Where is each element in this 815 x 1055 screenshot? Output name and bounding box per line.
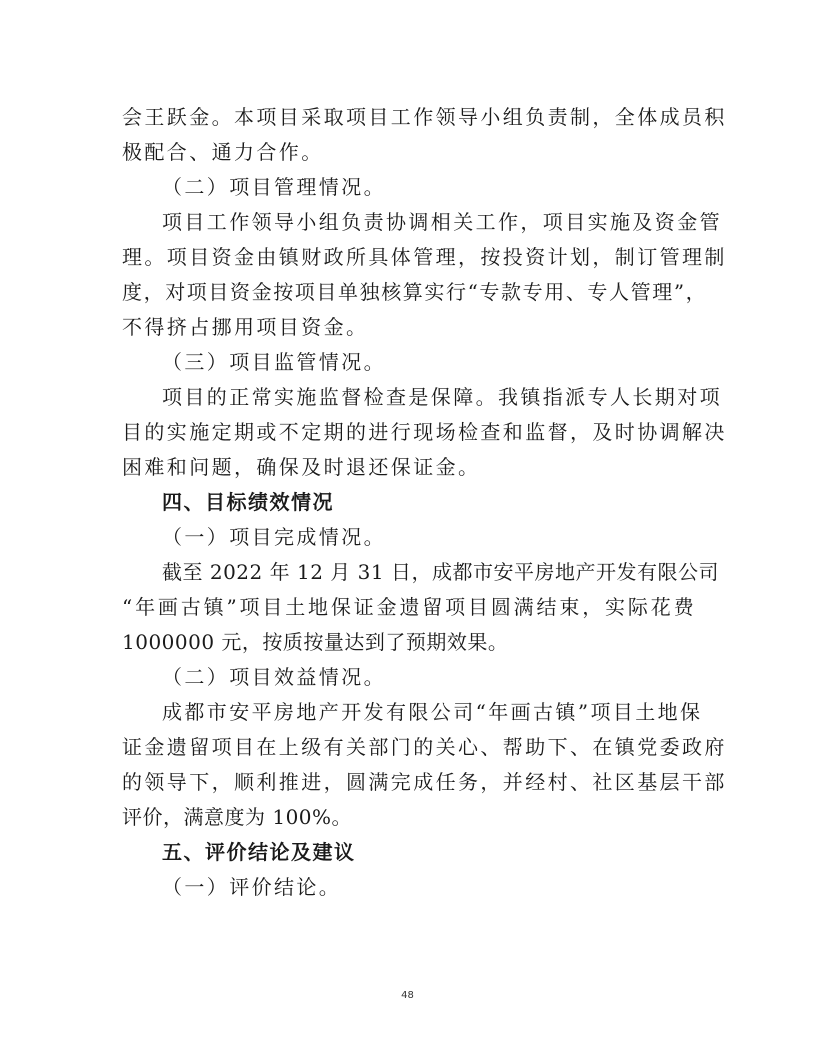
subsection-heading: （二）项目效益情况。 [162, 665, 386, 689]
paragraph-line: 度，对项目资金按项目单独核算实行“专款专用、专人管理”， [122, 280, 708, 304]
paragraph-line: 的领导下，顺利推进，圆满完成任务，并经村、社区基层干部 [122, 770, 727, 794]
paragraph-line: 成都市安平房地产开发有限公司“年画古镇”项目土地保 [162, 700, 703, 724]
paragraph-line: 1000000 元，按质按量达到了预期效果。 [122, 630, 509, 654]
section-heading: 五、评价结论及建议 [162, 840, 356, 864]
paragraph-line: 极配合、通力合作。 [122, 140, 324, 164]
paragraph-line: 不得挤占挪用项目资金。 [122, 315, 369, 339]
paragraph-line: 会王跃金。本项目采取项目工作领导小组负责制，全体成员积 [122, 105, 727, 129]
paragraph-line: 评价，满意度为 100%。 [122, 805, 353, 829]
section-heading: 四、目标绩效情况 [162, 490, 334, 514]
subsection-heading: （一）评价结论。 [162, 875, 342, 899]
page-number: 48 [401, 990, 414, 1001]
paragraph-line: 困难和问题，确保及时退还保证金。 [122, 455, 481, 479]
paragraph-line: “年画古镇”项目土地保证金遗留项目圆满结束，实际花费 [122, 595, 696, 619]
paragraph-line: 证金遗留项目在上级有关部门的关心、帮助下、在镇党委政府 [122, 735, 727, 759]
subsection-heading: （二）项目管理情况。 [162, 175, 386, 199]
document-body [122, 100, 727, 905]
subsection-heading: （三）项目监管情况。 [162, 350, 386, 374]
paragraph-line: 项目工作领导小组负责协调相关工作，项目实施及资金管 [162, 210, 722, 234]
paragraph-line: 项目的正常实施监督检查是保障。我镇指派专人长期对项 [162, 385, 722, 409]
paragraph-line: 理。项目资金由镇财政所具体管理，按投资计划，制订管理制 [122, 245, 727, 269]
subsection-heading: （一）项目完成情况。 [162, 525, 386, 549]
paragraph-line: 目的实施定期或不定期的进行现场检查和监督，及时协调解决 [122, 420, 727, 444]
paragraph-line: 截至 2022 年 12 月 31 日，成都市安平房地产开发有限公司 [162, 560, 719, 584]
